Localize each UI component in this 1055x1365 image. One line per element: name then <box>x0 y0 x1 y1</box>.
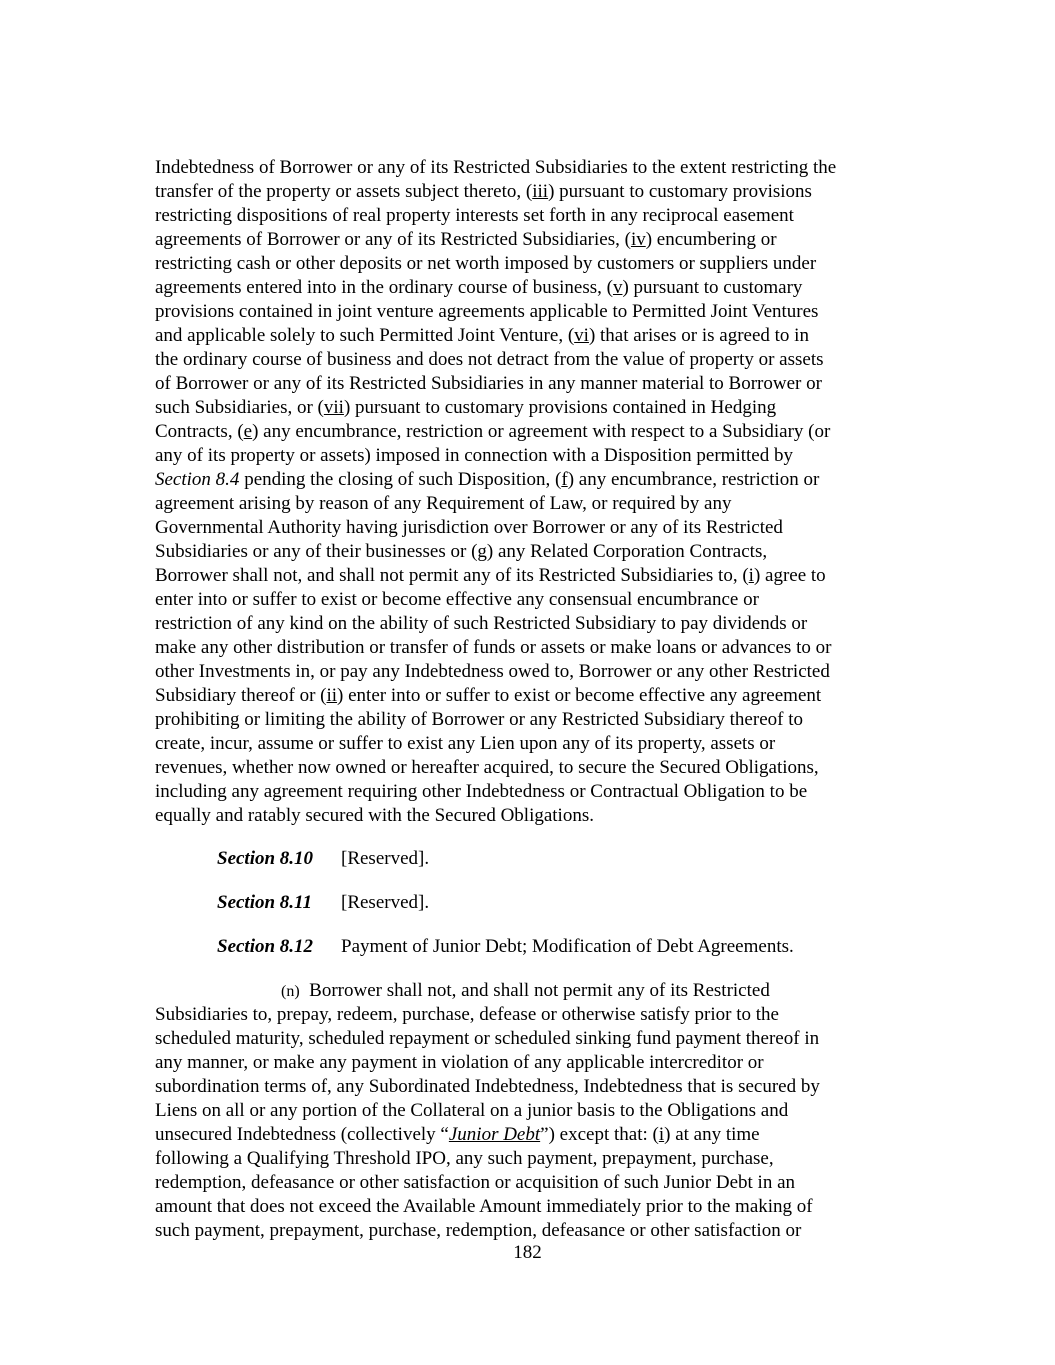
list-marker: (n) <box>281 983 300 1000</box>
text-line: prohibiting or limiting the ability of Borrower or any Restricted Subsidiary thereof to <box>155 709 803 730</box>
text-line: (n) Borrower shall not, and shall not permit any of its Restricted <box>281 980 770 1001</box>
section-heading-8-10 <box>217 847 429 871</box>
section-number: Section 8.11 <box>217 892 313 913</box>
defined-term: Junior Debt <box>448 1124 541 1145</box>
section-reference: Section 8.4 <box>155 469 240 490</box>
text-line: such Subsidiaries, or (vii) pursuant to customary provisions contained in Hedging <box>155 397 777 418</box>
text-line: Liens on all or any portion of the Collateral on a junior basis to the Obligations and <box>155 1100 789 1121</box>
text-line: amount that does not exceed the Available Amount immediately prior to the making of <box>155 1196 813 1217</box>
text-line: Borrower shall not, and shall not permit any of its Restricted Subsidiaries to, (i) agree to <box>155 565 826 586</box>
text-line: Section 8.4 pending the closing of such Disposition, (f) any encumbrance, restriction or <box>155 469 820 490</box>
text-line: unsecured Indebtedness (collectively “Junior Debt”) except that: (i) at any time <box>155 1124 760 1145</box>
page-number: 182 <box>513 1242 542 1263</box>
text-line: provisions contained in joint venture agreements applicable to Permitted Joint Ventures <box>155 301 819 322</box>
text-line: restricting dispositions of real property interests set forth in any reciprocal easement <box>155 205 794 226</box>
text-line: agreements entered into in the ordinary course of business, (v) pursuant to customary <box>155 277 803 298</box>
text-line: equally and ratably secured with the Secured Obligations. <box>155 805 594 826</box>
text-line: agreements of Borrower or any of its Restricted Subsidiaries, (iv) encumbering or <box>155 229 777 250</box>
text-line: Contracts, (e) any encumbrance, restriction or agreement with respect to a Subsidiary (or <box>155 421 831 442</box>
text-line: any manner, or make any payment in violation of any applicable intercreditor or <box>155 1052 764 1073</box>
text-line: restriction of any kind on the ability of such Restricted Subsidiary to pay dividends or <box>155 613 808 634</box>
text-line: the ordinary course of business and does not detract from the value of property or assets <box>155 349 824 370</box>
text-line: restricting cash or other deposits or net worth imposed by customers or suppliers under <box>155 253 817 274</box>
text-line: transfer of the property or assets subject thereto, (iii) pursuant to customary provisions <box>155 181 812 202</box>
text-line: of Borrower or any of its Restricted Subsidiaries in any manner material to Borrower or <box>155 373 822 394</box>
text-line: and applicable solely to such Permitted Joint Venture, (vi) that arises or is agreed to in <box>155 325 809 346</box>
text-line: create, incur, assume or suffer to exist any Lien upon any of its property, assets or <box>155 733 776 754</box>
text-line: other Investments in, or pay any Indebtedness owed to, Borrower or any other Restricted <box>155 661 830 682</box>
text-line: Subsidiaries to, prepay, redeem, purchase, defease or otherwise satisfy prior to the <box>155 1004 779 1025</box>
text-line: revenues, whether now owned or hereafter acquired, to secure the Secured Obligations, <box>155 757 819 778</box>
text-line: following a Qualifying Threshold IPO, any such payment, prepayment, purchase, <box>155 1148 774 1169</box>
text-line: subordination terms of, any Subordinated Indebtedness, Indebtedness that is secured by <box>155 1076 820 1097</box>
text-line: Subsidiaries or any of their businesses or (g) any Related Corporation Contracts, <box>155 541 768 562</box>
text-line: Governmental Authority having jurisdiction over Borrower or any of its Restricted <box>155 517 783 538</box>
text-line: enter into or suffer to exist or become effective any consensual encumbrance or <box>155 589 759 610</box>
section-number: Section 8.12 <box>217 936 314 957</box>
section-heading-8-11 <box>217 891 429 915</box>
text-line: such payment, prepayment, purchase, redemption, defeasance or other satisfaction or <box>155 1220 802 1241</box>
text-line: scheduled maturity, scheduled repayment or scheduled sinking fund payment thereof in <box>155 1028 820 1049</box>
text-line: Subsidiary thereof or (ii) enter into or suffer to exist or become effective any agreement <box>155 685 822 706</box>
text-line: including any agreement requiring other Indebtedness or Contractual Obligation to be <box>155 781 808 802</box>
text-line: any of its property or assets) imposed in connection with a Disposition permitted by <box>155 445 793 466</box>
section-number: Section 8.10 <box>217 848 314 869</box>
section-title: [Reserved]. <box>341 892 430 913</box>
section-heading-8-12 <box>217 935 794 959</box>
text-line: Indebtedness of Borrower or any of its Restricted Subsidiaries to the extent restricting the <box>155 157 837 178</box>
text-line: agreement arising by reason of any Requirement of Law, or required by any <box>155 493 732 514</box>
section-title: [Reserved]. <box>341 848 430 869</box>
text-line: redemption, defeasance or other satisfaction or acquisition of such Junior Debt in an <box>155 1172 795 1193</box>
text-line: make any other distribution or transfer of funds or assets or make loans or advances to or <box>155 637 832 658</box>
section-title: Payment of Junior Debt; Modification of Debt Agreements. <box>341 936 794 957</box>
